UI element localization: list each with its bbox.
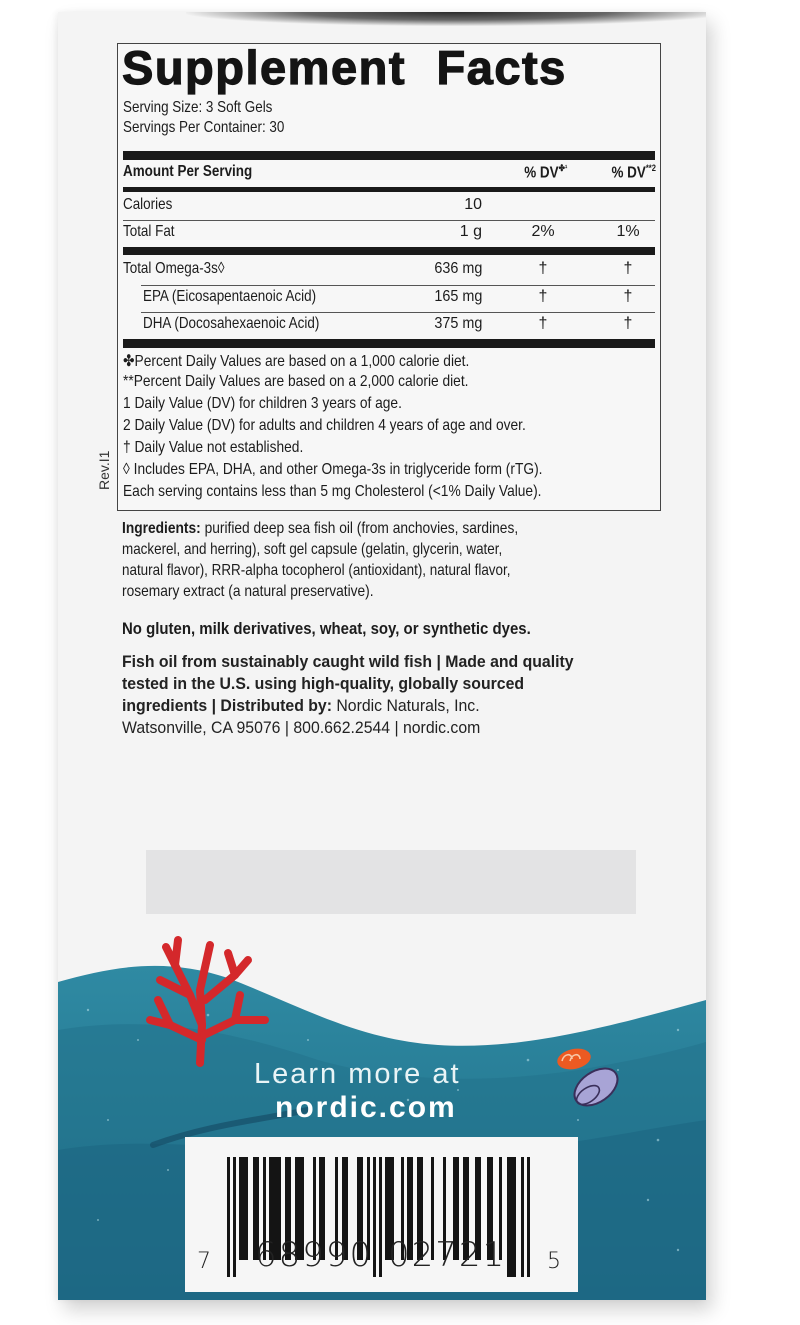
shell-icon: [550, 1045, 630, 1115]
distribution-info: Fish oil from sustainably caught wild fish | Made and quality tested in the U.S. using high-quality, globally sourced ingredients | Distributed by: Nordic Naturals, Inc. Watsonville, CA 95076 | 800.662.2544 | nordic.com: [122, 652, 574, 737]
thick-divider: [123, 151, 655, 160]
row-divider: [141, 285, 655, 286]
footnote: ◊ Includes EPA, DHA, and other Omega-3s in triglyceride form (rTG).: [123, 461, 543, 478]
amount-per-serving-header: Amount Per Serving: [123, 163, 253, 180]
free-from-statement: No gluten, milk derivatives, wheat, soy, or synthetic dyes.: [122, 619, 531, 638]
row-total-fat-dv2: 1%: [616, 223, 640, 240]
row-epa-dv2: †: [623, 288, 633, 305]
barcode-check-digit: 5: [547, 1249, 561, 1274]
footnote: 2 Daily Value (DV) for adults and children 4 years of age and over.: [123, 417, 526, 434]
barcode-left-group: 68990: [255, 1235, 374, 1275]
row-dha-dv1: †: [538, 315, 548, 332]
footnote: **Percent Daily Values are based on a 2,000 calorie diet.: [123, 373, 469, 390]
website-link[interactable]: nordic.com: [275, 1091, 457, 1124]
footnote: † Daily Value not established.: [123, 439, 304, 456]
row-total-fat-name: Total Fat: [123, 223, 175, 240]
servings-per-container: Servings Per Container: 30: [123, 119, 285, 136]
row-omega3-name: Total Omega-3s◊: [123, 260, 225, 277]
barcode-first-digit: 7: [197, 1249, 211, 1274]
barcode-bars: [185, 1137, 578, 1292]
row-omega3-dv1: †: [538, 260, 548, 277]
row-epa-amount: 165 mg: [433, 288, 482, 305]
supplement-facts-panel: [117, 43, 661, 511]
footnote: ✤Percent Daily Values are based on a 1,000 calorie diet.: [123, 353, 470, 370]
medium-divider: [123, 187, 655, 192]
revision-code: Rev.I1: [96, 450, 112, 490]
row-dha-name: DHA (Docosahexaenoic Acid): [143, 315, 320, 332]
row-divider: [123, 220, 655, 221]
row-dha-dv2: †: [623, 315, 633, 332]
facts-title: Supplement Facts: [122, 41, 567, 94]
barcode-right-group: 02721: [388, 1235, 507, 1275]
thick-divider: [123, 339, 655, 348]
row-epa-dv1: †: [538, 288, 548, 305]
row-dha-amount: 375 mg: [433, 315, 482, 332]
serving-size: Serving Size: 3 Soft Gels: [123, 99, 273, 116]
footnote: 1 Daily Value (DV) for children 3 years of age.: [123, 395, 402, 412]
row-divider: [141, 312, 655, 313]
row-total-fat-amount: 1 g: [459, 223, 482, 240]
ingredients: Ingredients: purified deep sea fish oil (from anchovies, sardines, mackerel, and herring), soft gel capsule (gelatin, glycerin, water, natural flavor), RRR-alpha tocopherol (antioxidant), natural flavor, rosemary extract (a natural preservative).: [122, 520, 519, 600]
upc-barcode: [185, 1137, 578, 1292]
row-total-fat-dv1: 2%: [531, 223, 555, 240]
coral-icon: [130, 935, 280, 1070]
ingredients-label: Ingredients:: [122, 520, 201, 537]
row-omega3-dv2: †: [623, 260, 633, 277]
package-top-shadow: [186, 12, 706, 26]
learn-more-text: Learn more at: [254, 1058, 461, 1090]
footnote: Each serving contains less than 5 mg Cholesterol (<1% Daily Value).: [123, 483, 542, 500]
row-omega3-amount: 636 mg: [433, 260, 482, 277]
dv2-header: % DV$^{**2}$: [611, 163, 656, 182]
dv1-header: % $DV^{✤^1}$: [523, 163, 567, 182]
row-epa-name: EPA (Eicosapentaenoic Acid): [143, 288, 317, 305]
row-calories-name: Calories: [123, 196, 173, 213]
blank-label-area: [146, 850, 636, 914]
thick-divider: [123, 247, 655, 255]
row-calories-amount: 10: [464, 196, 482, 213]
